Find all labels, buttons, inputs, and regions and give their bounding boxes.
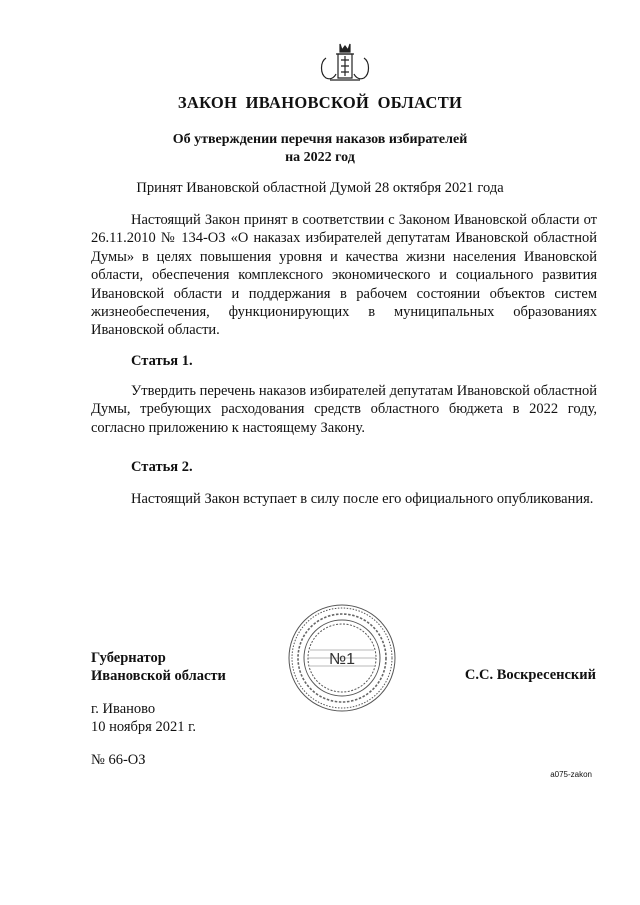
article-2-text: Настоящий Закон вступает в силу после его официального опубликования.: [131, 491, 594, 507]
place-of-signing: г. Иваново: [91, 701, 156, 717]
seal-number: №1: [328, 651, 356, 668]
subtitle-line-2: на 2022 год: [285, 150, 355, 165]
adoption-line: Принят Ивановской областной Думой 28 октября 2021 года: [136, 180, 504, 196]
official-seal-stamp: [286, 602, 398, 714]
article-2-heading: Статья 2.: [131, 459, 193, 475]
place-and-date: [91, 700, 196, 736]
signatory-title-line-2: Ивановской области: [91, 668, 226, 684]
signatory-title-line-1: Губернатор: [91, 650, 166, 666]
law-subtitle: [0, 131, 640, 167]
law-number: № 66-ОЗ: [91, 752, 146, 768]
signatory-title: [91, 649, 226, 685]
article-1-text: Утвердить перечень наказов избирателей депутатам Ивановской областной Думы, требующих расходования средств областного бюджета в 2022 году, согласно приложению к настоящему Закону.: [91, 383, 597, 436]
signatory-name: С.С. Воскресенский: [464, 667, 596, 683]
subtitle-line-1: Об утверждении перечня наказов избирателей: [172, 132, 468, 147]
coat-of-arms-emblem: [316, 40, 374, 84]
preamble-paragraph: Настоящий Закон принят в соответствии с Законом Ивановской области от 26.11.2010 № 134-ОЗ «О наказах избирателей депутатам Ивановской областной Думы» в целях повышения уровня и качества жизни населения Ивановской области, обеспечения комплексного экономического и социального развития Ивановской области и поддержания в рабочем состоянии объектов систем жизнеобеспечения, функционирующих в муниципальных образованиях Ивановской области.: [91, 212, 597, 339]
date-of-signing: 10 ноября 2021 г.: [91, 719, 197, 735]
law-title: ЗАКОН ИВАНОВСКОЙ ОБЛАСТИ: [177, 93, 463, 112]
document-code: a075-zakon: [550, 770, 592, 779]
article-1-heading: Статья 1.: [131, 353, 193, 369]
